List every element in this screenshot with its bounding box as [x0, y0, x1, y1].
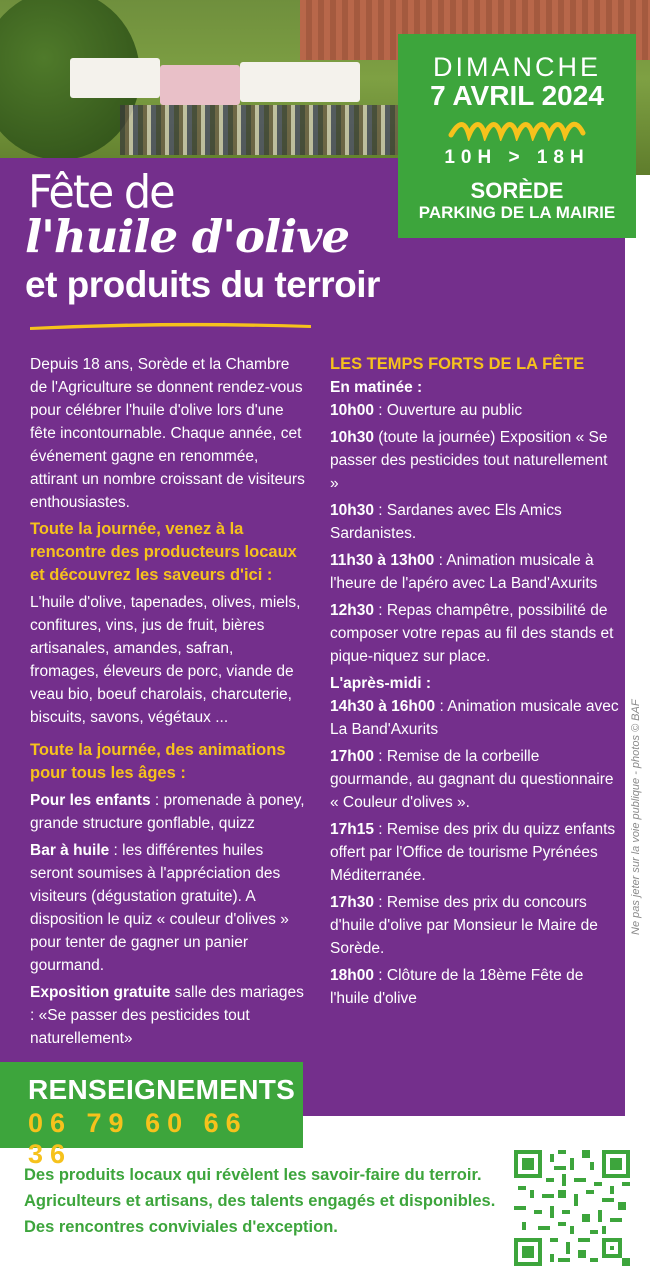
title-line-2: l'huile d'olive: [25, 210, 350, 263]
tent-shape: [70, 58, 160, 98]
event-hours: 10H > 18H: [444, 147, 590, 168]
tent-shape: [160, 65, 240, 105]
schedule-item: 17h30 : Remise des prix du concours d'huile d'olive par Monsieur le Maire de Sorède.: [330, 894, 598, 957]
title-underline: [28, 318, 313, 332]
crowd-shape: [120, 105, 400, 155]
schedule-item: 10h30 (toute la journée) Exposition « Se passer des pesticides tout naturellement »: [330, 429, 608, 492]
footer-text: [24, 1162, 495, 1240]
event-day: DIMANCHE: [432, 52, 601, 82]
left-column: [30, 353, 305, 1054]
schedule-item: 14h30 à 16h00 : Animation musicale avec La Band'Axurits: [330, 698, 619, 738]
afternoon-label: L'après-midi :: [330, 675, 432, 692]
contact-label: RENSEIGNEMENTS: [28, 1074, 296, 1105]
footer-line: Agriculteurs et artisans, des talents engagés et disponibles.: [24, 1192, 496, 1210]
tent-shape: [240, 62, 360, 102]
list-item: Bar à huile : les différentes huiles seront soumises à l'appréciation des visiteurs (dégustation gratuite). A disposition le quiz « couleur d'olives » pour tenter de gagner un panier gourmand.: [30, 842, 289, 974]
right-column: [330, 353, 620, 1014]
list-item: Exposition gratuite salle des mariages : «Se passer des pesticides tout naturellement»: [30, 984, 304, 1047]
footer-line: Des produits locaux qui révèlent les savoir-faire du terroir.: [24, 1166, 482, 1184]
date-box: [398, 34, 636, 238]
schedule-item: 12h30 : Repas champêtre, possibilité de composer votre repas au fil des stands et pique-niquez sur place.: [330, 602, 614, 665]
event-place: PARKING DE LA MAIRIE: [418, 203, 616, 222]
heading-producers: Toute la journée, venez à la rencontre des producteurs locaux et découvrez les saveurs d'ici :: [30, 520, 297, 584]
schedule-item: 17h15 : Remise des prix du quizz enfants offert par l'Office de tourisme Pyrénées Méditerranée.: [330, 821, 616, 884]
schedule-item: 11h30 à 13h00 : Animation musicale à l'heure de l'apéro avec La Band'Axurits: [330, 552, 598, 592]
schedule-item: 18h00 : Clôture de la 18ème Fête de l'huile d'olive: [330, 967, 584, 1007]
program-heading: LES TEMPS FORTS DE LA FÊTE: [330, 355, 585, 373]
heading-animations: Toute la journée, des animations pour tous les âges :: [30, 741, 286, 782]
squiggle-decoration: [447, 119, 587, 141]
qr-code-icon[interactable]: [514, 1150, 630, 1266]
phone-number[interactable]: 06 79 60 66 36: [28, 1108, 248, 1169]
schedule-item: 10h30 : Sardanes avec Els Amics Sardanistes.: [330, 502, 562, 542]
event-town: SORÈDE: [470, 178, 564, 203]
list-item: Pour les enfants : promenade à poney, grande structure gonflable, quizz: [30, 792, 305, 832]
event-date: 7 AVRIL 2024: [430, 80, 604, 111]
title-line-3: et produits du terroir: [25, 264, 380, 305]
schedule-item: 17h00 : Remise de la corbeille gourmande, au gagnant du questionnaire « Couleur d'olives ».: [330, 748, 614, 811]
title-line-1: Fête de: [28, 166, 174, 220]
intro-text: Depuis 18 ans, Sorède et la Chambre de l'Agriculture se donnent rendez-vous pour célébrer l'huile d'olive lors d'une fête incontournable. Chaque année, cet événement gagne en renommée, attirant un nombre croissant de visiteurs enthousiastes.: [30, 356, 305, 511]
contact-box: [0, 1062, 303, 1169]
footer-line: Des rencontres conviviales d'exception.: [24, 1218, 338, 1236]
morning-label: En matinée :: [330, 379, 423, 396]
side-note: Ne pas jeter sur la voie publique - photos © BAF: [630, 699, 642, 935]
schedule-item: 10h00 : Ouverture au public: [330, 402, 523, 419]
products-text: L'huile d'olive, tapenades, olives, miels, confitures, vins, jus de fruit, bières artisanales, amandes, safran, fromages, éleveurs de porc, viande de veau bio, boeuf charolais, charcuterie, biscuits, savons, végétaux ...: [30, 594, 301, 726]
